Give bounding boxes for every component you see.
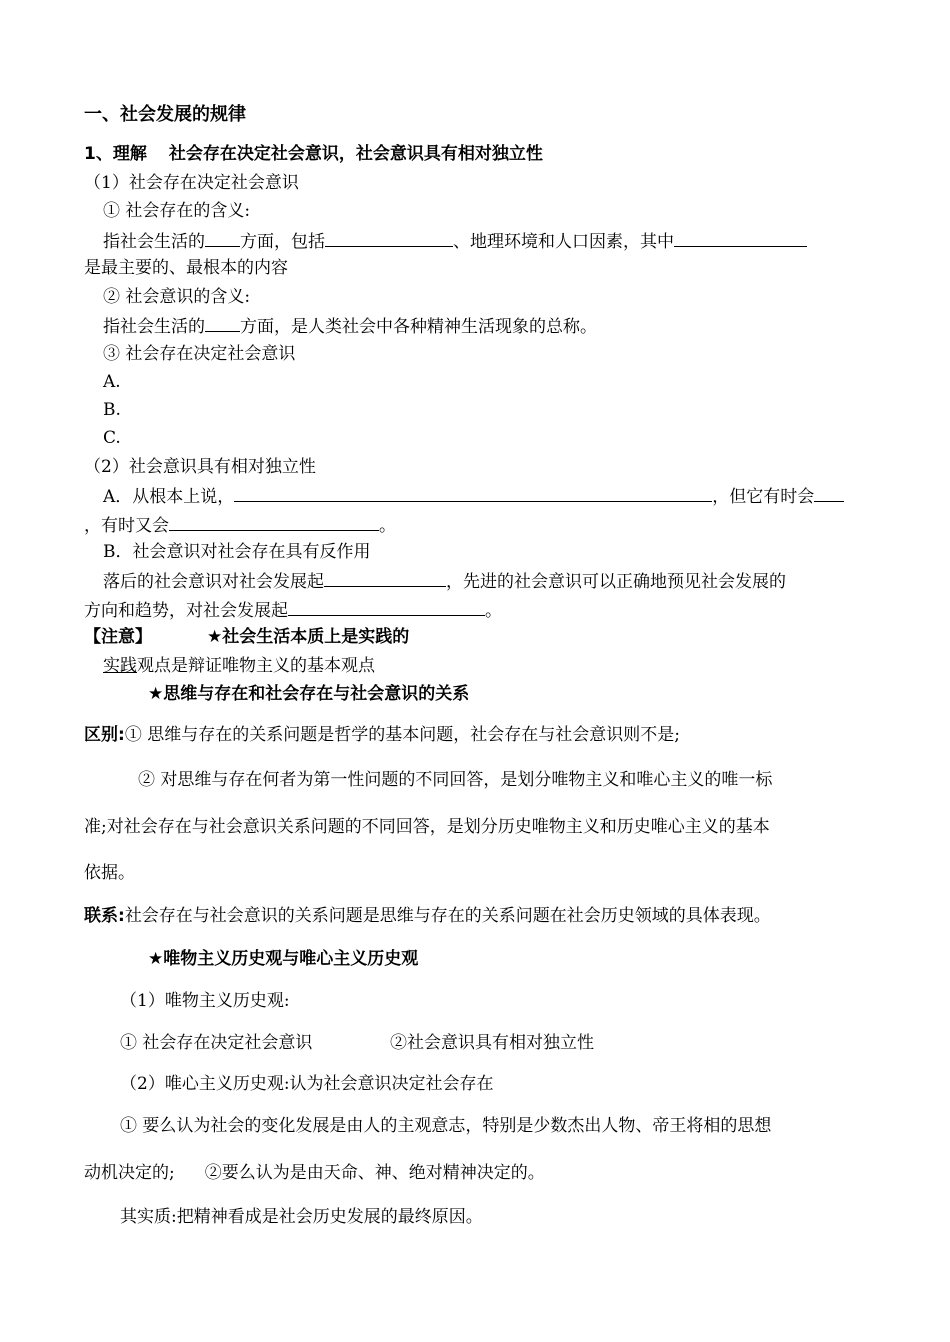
views-star: ★唯物主义历史观与唯心主义历史观 (148, 949, 419, 969)
fill-blank[interactable] (169, 513, 379, 531)
fill-blank[interactable] (814, 484, 844, 502)
item3-label: ③ 社会存在决定社会意识 (103, 344, 296, 364)
part2-a-line-2 (84, 513, 396, 537)
idealist-item-1-cont (84, 1162, 545, 1184)
idealist-item-1: ① 要么认为社会的变化发展是由人的主观意志，特别是少数杰出人物、帝王将相的思想 (120, 1116, 772, 1136)
note-label: 【注意】 (84, 627, 152, 647)
part2-c-text-3: 方向和趋势，对社会发展起 (84, 601, 288, 621)
link-label: 联系: (84, 906, 125, 926)
link-text: 社会存在与社会意识的关系问题是思维与存在的关系问题在社会历史领域的具体表现。 (124, 906, 771, 926)
item2-text-a: 指社会生活的 (103, 317, 205, 337)
part2-a-text-3: ，有时又会 (84, 516, 169, 536)
materialist-item-2: ②社会意识具有相对独立性 (390, 1033, 594, 1053)
item1-label: ① 社会存在的含义: (103, 201, 251, 221)
idealist-item-2: ②要么认为是由天命、神、绝对精神决定的。 (204, 1163, 545, 1183)
essence-text: 其实质:把精神看成是社会历史发展的最终原因。 (120, 1207, 483, 1227)
practice-line (103, 655, 375, 677)
topic-number: 1、理解 (84, 144, 147, 164)
idealist-heading: （2）唯心主义历史观:认为社会意识决定社会存在 (120, 1074, 494, 1094)
fill-blank[interactable] (325, 229, 453, 247)
materialist-heading: （1）唯物主义历史观: (120, 991, 290, 1011)
part2-a-line (103, 484, 844, 508)
part2-c-text: 落后的社会意识对社会发展起 (103, 572, 324, 592)
part2-c-text-2: ，先进的社会意识可以正确地预见社会发展的 (446, 572, 786, 592)
option-b: B. (103, 400, 121, 420)
topic-heading (84, 143, 543, 165)
fill-blank[interactable] (324, 569, 446, 587)
fill-blank[interactable] (234, 484, 712, 502)
fill-blank[interactable] (205, 314, 240, 332)
part2-b: B．社会意识对社会存在具有反作用 (103, 542, 371, 562)
item1-text-a: 指社会生活的 (103, 232, 205, 252)
part2-a-text-4: 。 (379, 516, 396, 536)
diff-text-3: 准;对社会存在与社会意识关系问题的不同回答，是划分历史唯物主义和历史唯心主义的基本 (84, 817, 770, 837)
item2-text-b: 方面，是人类社会中各种精神生活现象的总称。 (240, 317, 597, 337)
materialist-item-1: ① 社会存在决定社会意识 (120, 1033, 313, 1053)
item1-text-d: 是最主要的、最根本的内容 (84, 258, 288, 278)
fill-blank[interactable] (674, 229, 807, 247)
section-title: 一、社会发展的规律 (84, 104, 246, 125)
item1-text-c: 、地理环境和人口因素，其中 (453, 232, 674, 252)
diff-label: 区别: (84, 725, 125, 745)
idealist-item-1b: 动机决定的; (84, 1163, 175, 1183)
topic-title: 社会存在决定社会意识，社会意识具有相对独立性 (168, 144, 543, 164)
practice-rest: 观点是辩证唯物主义的基本观点 (137, 656, 375, 676)
link-line (84, 905, 771, 927)
diff-text-1: ① 思维与存在的关系问题是哲学的基本问题，社会存在与社会意识则不是; (124, 725, 680, 745)
diff-text-4: 依据。 (84, 863, 135, 883)
part2-a-text: A．从根本上说， (103, 487, 235, 507)
part2-c-line-2 (84, 598, 502, 622)
note-star-1: ★社会生活本质上是实践的 (207, 627, 410, 647)
option-c: C. (103, 428, 121, 448)
diff-line-1 (84, 724, 680, 746)
part2-c-line (103, 569, 786, 593)
part2-a-text-2: ，但它有时会 (712, 487, 815, 507)
part1-heading: （1）社会存在决定社会意识 (84, 173, 299, 193)
practice-word: 实践 (103, 656, 137, 676)
item1-text-b: 方面，包括 (240, 232, 325, 252)
part2-heading: （2）社会意识具有相对独立性 (84, 457, 316, 477)
note-star-2: ★思维与存在和社会存在与社会意识的关系 (148, 684, 470, 704)
item2-text (103, 314, 597, 338)
option-a: A. (103, 372, 121, 392)
item2-label: ② 社会意识的含义: (103, 287, 251, 307)
fill-blank[interactable] (288, 598, 485, 616)
fill-blank[interactable] (205, 229, 240, 247)
diff-text-2: ② 对思维与存在何者为第一性问题的不同回答，是划分唯物主义和唯心主义的唯一标 (138, 770, 773, 790)
part2-c-text-4: 。 (485, 601, 502, 621)
item1-text (103, 229, 807, 253)
